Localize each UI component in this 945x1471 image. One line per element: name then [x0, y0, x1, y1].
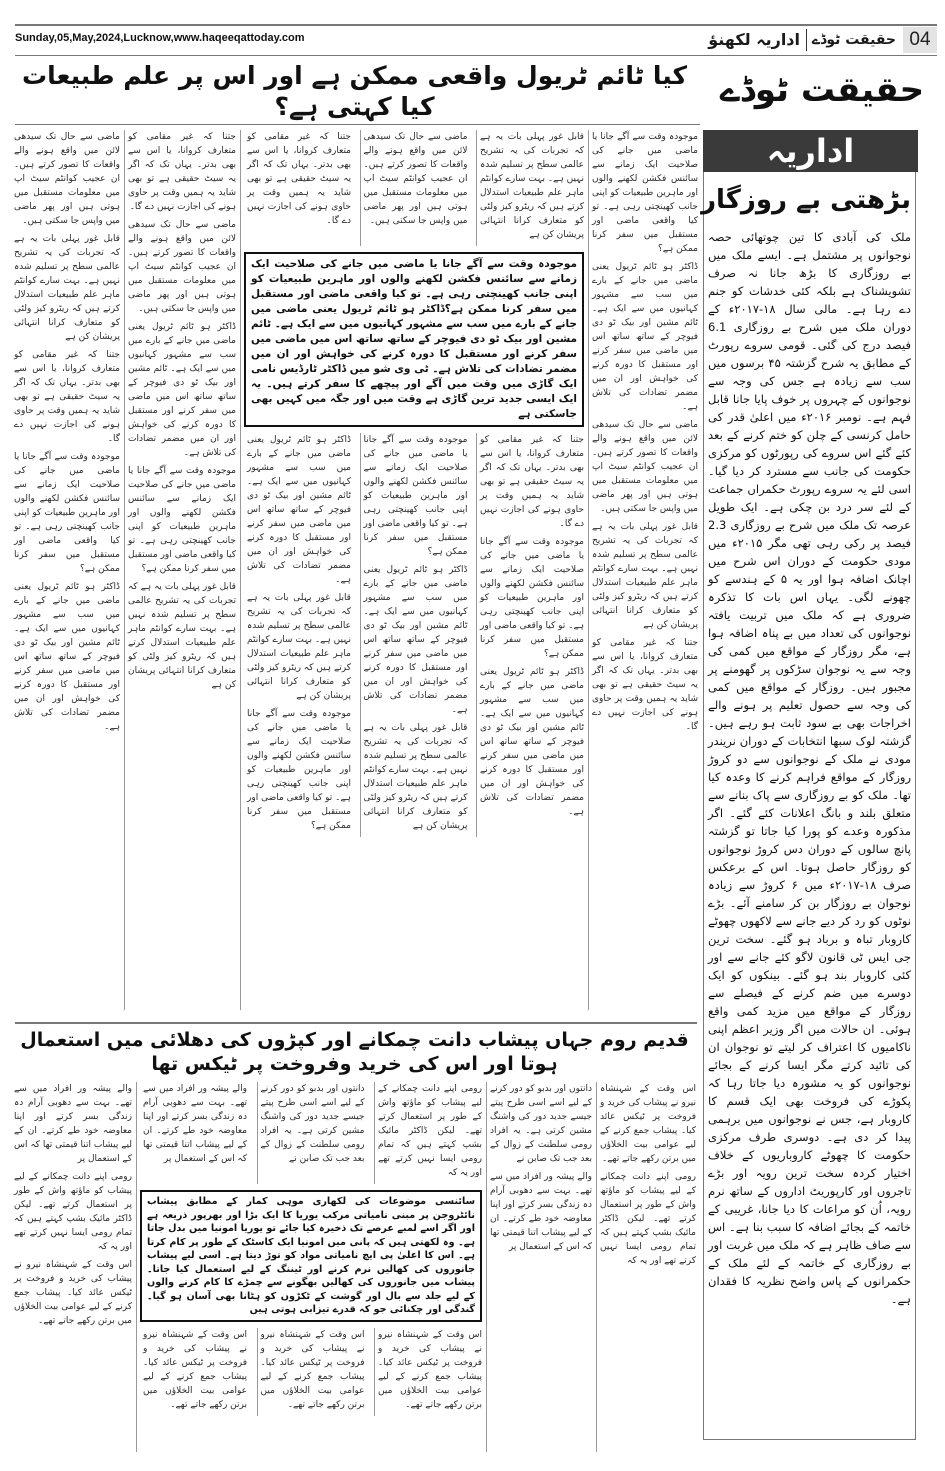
- paragraph: اس وقت کے شہنشاہ نیرو نے پیشاب کی خرید و فروخت پر ٹیکس عائد کیا۔ پیشاب جمع کرنے کے لیے عوامی بیت الخلاؤں میں برتن رکھے جاتے تھے۔: [143, 1329, 247, 1410]
- paragraph: رومی اپنے دانت چمکانے کے لیے پیشاب کو ماؤتھ واش کے طور پر استعمال کرتے تھے۔ لیکن ڈاکٹر مائیک بشپ کہتے ہیں کہ تمام رومی ایسا نہیں کرتے تھے اور یہ کہ: [600, 1172, 696, 1266]
- paragraph: ماضی سے حال تک سیدھی لائن میں واقع ہونے والے واقعات کا تصور کرتے ہیں۔ ان عجیب کوانٹم سیٹ اپ میں معلومات مستقبل میں ہوتی ہیں اور پھر ماضی میں واپس جا سکتی ہیں۔: [363, 132, 468, 226]
- article2-top-rule: [15, 1022, 697, 1024]
- article1-column: [360, 433, 468, 837]
- paragraph: اس وقت کے شہنشاہ نیرو نے پیشاب کی خرید و فروخت پر ٹیکس عائد کیا۔ پیشاب جمع کرنے کے لیے عوامی بیت الخلاؤں میں برتن رکھے جاتے تھے۔: [378, 1329, 482, 1410]
- article1-column: [244, 130, 351, 246]
- paragraph: والے پیشہ ور افراد میں سے تھے۔ بہت سے دھوبی آرام دہ زندگی بسر کرتے اور اپنا معاوضہ خود طے کرتے۔ ان کے لیے پیشاب اتنا قیمتی تھا کہ اس کے استعمال پر: [490, 1172, 592, 1252]
- article1-upper-row: [244, 130, 584, 246]
- masthead-logo: حقیقت ٹوڈے: [719, 70, 925, 110]
- paragraph: قابل غور پہلی بات یہ ہے کہ تجربات کی یہ تشریح عالمی سطح پر تسلیم شدہ نہیں ہے۔ بہت سارے کوانٹم ماہر علم طبیعیات استدلال کرتے ہیں کہ ریٹرو کیز ولٹی کو متعارف کرانا انتہائی پریشان کن ہے: [480, 132, 584, 240]
- paragraph: اس وقت کے شہنشاہ نیرو نے پیشاب کی خرید و فروخت پر ٹیکس عائد کیا۔ پیشاب جمع کرنے کے لیے عوامی بیت الخلاؤں میں برتن رکھے جاتے تھے۔: [600, 1084, 696, 1164]
- article2-column: [14, 1082, 132, 1332]
- article2-column: [374, 1328, 482, 1416]
- article1-column: [476, 433, 584, 837]
- paragraph: جتنا کہ غیر مقامی کو متعارف کروانا، یا اس سے بھی بدتر۔ یہاں تک کہ اگر یہ سیٹ حقیقی ہے تو بھی شاید یہ ہمیں وقت پر حاوی ہونے کی اجازت نہیں دے گا۔: [592, 638, 698, 732]
- paragraph: ڈاکٹر ہو ٹائم ٹریول یعنی ماضی میں جانے کے بارے میں سب سے مشہور کہانیوں میں سے ایک ہے۔ ٹائم مشین اور بیک ٹو دی فیوچر کے ساتھ ساتھ اس میں ماضی میں سفر کرنے اور مستقبل کا دورہ کرنے کی خواہش اور ان میں مضمر تضادات کی تلاش ہے۔: [14, 582, 120, 732]
- article1-column: [592, 130, 698, 738]
- paragraph: جتنا کہ غیر مقامی کو متعارف کروانا، یا اس سے بھی بدتر۔ یہاں تک کہ اگر یہ سیٹ حقیقی ہے تو بھی شاید یہ ہمیں وقت پر حاوی ہونے کی اجازت نہیں دے گا۔: [247, 132, 351, 226]
- editorial-label: اداریہ: [703, 130, 918, 172]
- paragraph: ڈاکٹر ہو ٹائم ٹریول یعنی ماضی میں جانے کے بارے میں سب سے مشہور کہانیوں میں سے ایک ہے۔ ٹائم مشین اور بیک ٹو دی فیوچر کے ساتھ ساتھ اس میں ماضی میں سفر کرنے اور مستقبل کا دورہ کرنے کی خواہش اور ان میں مضمر تضادات کی تلاش ہے۔: [247, 435, 351, 585]
- paragraph: ڈاکٹر ہو ٹائم ٹریول یعنی ماضی میں جانے کے بارے میں سب سے مشہور کہانیوں میں سے ایک ہے۔ ٹائم مشین اور بیک ٹو دی فیوچر کے ساتھ ساتھ اس میں ماضی میں سفر کرنے اور مستقبل کا دورہ کرنے کی خواہش اور ان میں مضمر تضادات کی تلاش ہے۔: [363, 565, 468, 715]
- header-rule: [15, 55, 937, 56]
- article2-middle-block: [140, 1082, 482, 1416]
- editorial-text: ملک کی آبادی کا تین چوتھائی حصہ نوجوانوں پر مشتمل ہے۔ ایسے ملک میں بے روزگاری کا بڑھ جانا نہ صرف تشویشناک ہے بلکہ کئی خدشات کو جنم دے رہا ہے۔ مالی سال ۱۸-۲۰۱۷ء کے دوران ملک میں شرح بے روزگاری 6.1 فیصد درج کی گئی۔ قومی سروے رپورٹ کے مطابق یہ شرح گزشتہ ۴۵ برسوں میں سب سے زیادہ ہے جس کی وجہ سے نوجوانوں کے چہروں پر خوف پایا جانا قابل فہم ہے۔ نومبر ۲۰۱۶ء میں اعلیٰ قدر کی حامل کرنسی کے چلن کو ختم کرنے کے بعد کئے گئے اس سروے کی رپورٹوں کو مرکزی حکومت کی جانب سے مسترد کر دیا گیا۔ اسی لئے یہ سروے رپورٹ حکمراں جماعت کے لئے سر درد بن چکی ہے۔ ایک طویل عرصہ تک ملک میں شرح بے روزگاری 2.3 فیصد پر رکی رہی تھی مگر ۲۰۱۵ء میں مودی حکومت کے دوران اس شرح میں اچانک اضافہ ہوا اور یہ ۵ کے ہندسے کو چھونے لگی۔ یہاں اس بات کا تذکرہ ضروری ہے کہ ملک میں تربیت یافتہ نوجوانوں کی تعداد میں بے پناہ اضافہ ہوا ہے، مگر روزگار کے مواقع میں کمی کی وجہ سے یہ نوجوان سڑکوں پر گھومنے پر مجبور ہیں۔ روزگار کے مواقع میں کمی کی وجہ سے حصول تعلیم پر ہونے والے اخراجات بھی بے سود ثابت ہو رہے ہیں۔ گزشتہ لوک سبھا انتخابات کے دوران نریندر مودی نے ملک کے نوجوانوں سے دو کروڑ روزگار کے مواقع فراہم کرنے کا وعدہ کیا تھا۔ ملک کو بے روزگاری سے پاک بنانے سے متعلق بلند و بانگ اعلانات کئے گئے۔ اگر مذکورہ وعدے کو پورا کیا جاتا تو گزشتہ پانچ سالوں کے دوران دس کروڑ نوجوانوں کو روزگار حاصل ہوتا۔ اس کے برعکس صرف ۱۸-۲۰۱۷ء میں ۶ کروڑ سے زیادہ نوجوان بے روزگار بن کر سامنے آئے۔ بڑے نوٹوں کو رد کر دیے جانے سے لاکھوں چھوٹے کاروبار تباہ و برباد ہو گئے۔ سخت ترین جی ایس ٹی قانون لاگو کئے جانے سے اور کئی کاروبار بند ہو گئے۔ بینکوں کو ایک دوسرے میں ضم کرنے کے فیصلے سے روزگار کے مواقع میں مزید کمی واقع ہوئی۔ ان حالات میں اگر وزیر اعظم اپنی ناکامیوں کا اعتراف کر لیتے تو نوجوان ان کی تائید کرتے مگر ایسا کرنے کے بجائے نوجوانوں کو یہ مشورہ دیا جاتا رہا کہ پکوڑے کی فروخت بھی ایک قسم کا کاروبار ہے، جس نے نوجوانوں میں برہمی پیدا کر دی ہے۔ دوسری طرف مرکزی حکومت کا چھوٹے کاروباریوں کے خلاف اختیار کردہ سخت ترین رویہ اور بڑے تاجروں اور کارپوریٹ اداروں کے ساتھ نرم رویہ، اُن کو مراعات کا دیا جانا، غریبی کے خاتمہ کے بجائے اضافہ کا سبب بنا ہے۔ اس سے صاف ظاہر ہے کہ ملک میں غربت اور بے روزگاری کے خاتمہ کے لئے ملک کے حکمرانوں کے پاس واضح نظریہ کا فقدان ہے۔: [708, 230, 912, 1306]
- column-divider: [124, 130, 125, 1010]
- article2-column: [140, 1328, 247, 1416]
- article2-column: [257, 1328, 365, 1416]
- date-line: Sunday,05,May,2024,Lucknow,www.haqeeqattoday.com: [15, 32, 305, 44]
- paragraph: رومی اپنے دانت چمکانے کے لیے پیشاب کو ماؤتھ واش کے طور پر استعمال کرتے تھے۔ لیکن ڈاکٹر مائیک بشپ کہتے ہیں کہ تمام رومی ایسا نہیں کرتے تھے اور یہ کہ: [14, 1172, 132, 1252]
- article2-column: [490, 1082, 592, 1258]
- paragraph: ڈاکٹر ہو ٹائم ٹریول یعنی ماضی میں جانے کے بارے میں سب سے مشہور کہانیوں میں سے ایک ہے۔ ٹائم مشین اور بیک ٹو دی فیوچر کے ساتھ ساتھ اس میں ماضی میں سفر کرنے اور مستقبل کا دورہ کرنے کی خواہش اور ان میں مضمر تضادات کی تلاش ہے۔: [128, 322, 236, 458]
- paragraph: قابل غور پہلی بات یہ ہے کہ تجربات کی یہ تشریح عالمی سطح پر تسلیم شدہ نہیں ہے۔ بہت سارے کوانٹم ماہر علم طبیعیات استدلال کرتے ہیں کہ ریٹرو کیز ولٹی کو متعارف کرانا انتہائی پریشان کن ہے: [128, 582, 236, 690]
- article1-lower-row: [244, 433, 584, 837]
- column-divider: [240, 130, 241, 1010]
- editorial-frame: [703, 172, 916, 1440]
- article2-column: [374, 1082, 482, 1184]
- paragraph: دانتوں اور بدبو کو دور کرنے کے لیے اسے اسی طرح پیتے جیسے جدید دور کی واشنگ مشین کرتی ہے۔ یہ افراد رومی سلطنت کے زوال کے بعد جب تک صابن نے: [260, 1084, 365, 1164]
- article2-lower-row: [140, 1328, 482, 1416]
- paragraph: موجودہ وقت سے آگے جانا یا ماضی میں جانے کی صلاحیت ایک زمانے سے سائنس فکشن لکھنے والوں اور ماہرین طبیعیات کو اپنی جانب کھینچتی رہی ہے۔ تو کیا واقعی ماضی اور مستقبل میں سفر کرنا ممکن ہے؟: [592, 132, 698, 254]
- section-title: اداریہ لکھنؤ: [708, 30, 800, 49]
- paragraph: اس وقت کے شہنشاہ نیرو نے پیشاب کی خرید و فروخت پر ٹیکس عائد کیا۔ پیشاب جمع کرنے کے لیے عوامی بیت الخلاؤں میں برتن رکھے جاتے تھے۔: [14, 1260, 132, 1326]
- article2-column: [600, 1082, 696, 1272]
- article1-column: [128, 130, 236, 696]
- newspaper-logo-small: حقیقت ٹوڈے: [811, 32, 896, 48]
- editorial-title: بڑھتی بے روزگار: [701, 185, 911, 215]
- article2-column: [257, 1082, 365, 1184]
- paragraph: قابل غور پہلی بات یہ ہے کہ تجربات کی یہ تشریح عالمی سطح پر تسلیم شدہ نہیں ہے۔ بہت سارے کوانٹم ماہر علم طبیعیات استدلال کرتے ہیں کہ ریٹرو کیز ولٹی کو متعارف کرانا انتہائی پریشان کن ہے: [592, 522, 698, 630]
- article1-column: [14, 130, 120, 738]
- paragraph: ڈاکٹر ہو ٹائم ٹریول یعنی ماضی میں جانے کے بارے میں سب سے مشہور کہانیوں میں سے ایک ہے۔ ٹائم مشین اور بیک ٹو دی فیوچر کے ساتھ ساتھ اس میں ماضی میں سفر کرنے اور مستقبل کا دورہ کرنے کی خواہش اور ان میں مضمر تضادات کی تلاش ہے۔: [592, 262, 698, 412]
- column-divider: [486, 1082, 487, 1452]
- paragraph: ماضی سے حال تک سیدھی لائن میں واقع ہونے والے واقعات کا تصور کرتے ہیں۔ ان عجیب کوانٹم سیٹ اپ میں معلومات مستقبل میں ہوتی ہیں اور پھر ماضی میں واپس جا سکتی ہیں۔: [592, 420, 698, 514]
- column-divider: [588, 130, 589, 1010]
- top-rule: [15, 24, 937, 26]
- paragraph: ماضی سے حال تک سیدھی لائن میں واقع ہونے والے واقعات کا تصور کرتے ہیں۔ ان عجیب کوانٹم سیٹ اپ میں معلومات مستقبل میں ہوتی ہیں اور پھر ماضی میں واپس جا سکتی ہیں۔: [14, 132, 120, 226]
- header-divider: [806, 29, 807, 51]
- paragraph: رومی اپنے دانت چمکانے کے لیے پیشاب کو ماؤتھ واش کے طور پر استعمال کرتے تھے۔ لیکن ڈاکٹر مائیک بشپ کہتے ہیں کہ تمام رومی ایسا نہیں کرتے تھے اور یہ کہ: [378, 1084, 482, 1178]
- paragraph: موجودہ وقت سے آگے جانا یا ماضی میں جانے کی صلاحیت ایک زمانے سے سائنس فکشن لکھنے والوں اور ماہرین طبیعیات کو اپنی جانب کھینچتی رہی ہے۔ تو کیا واقعی ماضی اور مستقبل میں سفر کرنا ممکن ہے؟: [14, 452, 120, 574]
- paragraph: موجودہ وقت سے آگے جانا یا ماضی میں جانے کی صلاحیت ایک زمانے سے سائنس فکشن لکھنے والوں اور ماہرین طبیعیات کو اپنی جانب کھینچتی رہی ہے۔ تو کیا واقعی ماضی اور مستقبل میں سفر کرنا ممکن ہے؟: [247, 709, 351, 831]
- article2-column: [140, 1082, 247, 1184]
- paragraph: ڈاکٹر ہو ٹائم ٹریول یعنی ماضی میں جانے کے بارے میں سب سے مشہور کہانیوں میں سے ایک ہے۔ ٹائم مشین اور بیک ٹو دی فیوچر کے ساتھ ساتھ اس میں ماضی میں سفر کرنے اور مستقبل کا دورہ کرنے کی خواہش اور ان میں مضمر تضادات کی تلاش ہے۔: [480, 667, 584, 817]
- paragraph: ماضی سے حال تک سیدھی لائن میں واقع ہونے والے واقعات کا تصور کرتے ہیں۔ ان عجیب کوانٹم سیٹ اپ میں معلومات مستقبل میں ہوتی ہیں اور پھر ماضی میں واپس جا سکتی ہیں۔: [128, 220, 236, 314]
- paragraph: قابل غور پہلی بات یہ ہے کہ تجربات کی یہ تشریح عالمی سطح پر تسلیم شدہ نہیں ہے۔ بہت سارے کوانٹم ماہر علم طبیعیات استدلال کرتے ہیں کہ ریٹرو کیز ولٹی کو متعارف کرانا انتہائی پریشان کن ہے: [363, 723, 468, 831]
- page-number: 04: [903, 27, 937, 53]
- article1-column: [476, 130, 584, 246]
- article1-headline: کیا ٹائم ٹریول واقعی ممکن ہے اور اس پر علم طبیعات کیا کہتی ہے؟: [21, 61, 688, 121]
- paragraph: قابل غور پہلی بات یہ ہے کہ تجربات کی یہ تشریح عالمی سطح پر تسلیم شدہ نہیں ہے۔ بہت سارے کوانٹم ماہر علم طبیعیات استدلال کرتے ہیں کہ ریٹرو کیز ولٹی کو متعارف کرانا انتہائی پریشان کن ہے: [247, 593, 351, 701]
- paragraph: موجودہ وقت سے آگے جانا یا ماضی میں جانے کی صلاحیت ایک زمانے سے سائنس فکشن لکھنے والوں اور ماہرین طبیعیات کو اپنی جانب کھینچتی رہی ہے۔ تو کیا واقعی ماضی اور مستقبل میں سفر کرنا ممکن ہے؟: [480, 537, 584, 659]
- paragraph: والے پیشہ ور افراد میں سے تھے۔ بہت سے دھوبی آرام دہ زندگی بسر کرتے اور اپنا معاوضہ خود طے کرتے۔ ان کے لیے پیشاب اتنا قیمتی تھا کہ اس کے استعمال پر: [143, 1084, 247, 1164]
- article2-upper-row: [140, 1082, 482, 1184]
- paragraph: جتنا کہ غیر مقامی کو متعارف کروانا، یا اس سے بھی بدتر۔ یہاں تک کہ اگر یہ سیٹ حقیقی ہے تو بھی شاید یہ ہمیں وقت پر حاوی ہونے کی اجازت نہیں دے گا۔: [480, 435, 584, 529]
- column-divider: [596, 1082, 597, 1452]
- article1-middle-block: [244, 130, 584, 837]
- paragraph: جتنا کہ غیر مقامی کو متعارف کروانا، یا اس سے بھی بدتر۔ یہاں تک کہ اگر یہ سیٹ حقیقی ہے تو بھی شاید یہ ہمیں وقت پر حاوی ہونے کی اجازت نہیں دے گا۔: [14, 350, 120, 444]
- paragraph: موجودہ وقت سے آگے جانا یا ماضی میں جانے کی صلاحیت ایک زمانے سے سائنس فکشن لکھنے والوں اور ماہرین طبیعیات کو اپنی جانب کھینچتی رہی ہے۔ تو کیا واقعی ماضی اور مستقبل میں سفر کرنا ممکن ہے؟: [128, 466, 236, 574]
- paragraph: جتنا کہ غیر مقامی کو متعارف کروانا، یا اس سے بھی بدتر۔ یہاں تک کہ اگر یہ سیٹ حقیقی ہے تو بھی شاید یہ ہمیں وقت پر حاوی ہونے کی اجازت نہیں دے گا۔: [128, 132, 236, 212]
- column-divider: [136, 1082, 137, 1452]
- paragraph: والے پیشہ ور افراد میں سے تھے۔ بہت سے دھوبی آرام دہ زندگی بسر کرتے اور اپنا معاوضہ خود طے کرتے۔ ان کے لیے پیشاب اتنا قیمتی تھا کہ اس کے استعمال پر: [14, 1084, 132, 1164]
- paragraph: اس وقت کے شہنشاہ نیرو نے پیشاب کی خرید و فروخت پر ٹیکس عائد کیا۔ پیشاب جمع کرنے کے لیے عوامی بیت الخلاؤں میں برتن رکھے جاتے تھے۔: [260, 1329, 365, 1410]
- article1-pull-quote: موجودہ وقت سے آگے جانا یا ماضی میں جانے کی صلاحیت ایک زمانے سے سائنس فکشن لکھنے والوں اور ماہرین طبیعیات کو اپنی جانب کھینچتی رہی ہے۔ تو کیا واقعی ماضی اور مستقبل میں سفر کرنا ممکن ہے؟ڈاکٹر ہو ٹائم ٹریول یعنی ماضی میں جانے کے بارے میں سب سے مشہور کہانیوں میں سے ایک ہے۔ ٹائم مشین اور بیک ٹو دی فیوچر کے ساتھ ساتھ اس میں ماضی میں سفر کرنے اور مستقبل کا دورہ کرنے کی خواہش اور ان میں مضمر تضادات کی تلاش ہے۔ ٹی وی شو میں ڈاکٹر ٹارڈیس نامی ایک گاڑی میں وقت میں آگے اور پیچھے کا سفر کرتے ہیں۔ یہ ایک ایسی جدید ترین گاڑی ہے وقت میں اور جگہ میں کہیں بھی جاسکتی ہے: [244, 252, 584, 427]
- paragraph: دانتوں اور بدبو کو دور کرنے کے لیے اسے اسی طرح پیتے جیسے جدید دور کی واشنگ مشین کرتی ہے۔ یہ افراد رومی سلطنت کے زوال کے بعد جب تک صابن نے: [490, 1084, 592, 1164]
- article2-pull-quote: سائنسی موضوعات کی لکھاری موہی کمار کے مطابق پیشاب نائٹروجن پر مبنی نامیاتی مرکب یوریا کا ایک بڑا اور بھرپور ذریعہ ہے اور اگر اسے لمبے عرصے تک ذخیرہ کیا جائے تو یوریا امونیا میں بدل جاتا ہے۔ وہ لکھتی ہیں کہ پانی میں امونیا ایک کاسٹک کے طور پر کام کرتا ہے۔ اس کا اعلیٰ پی ایچ نامیاتی مواد کو توڑ دیتا ہے۔ اسی لیے پیشاب جانوروں کی کھالیں نرم کرنے اور ٹیننگ کے لیے استعمال کیا جاتا۔ پیشاب میں جانوروں کی کھالیں بھگونے سے چمڑے کا کام کرنے والوں کے لیے جلد سے بال اور گوشت کے ٹکڑوں کو ہٹانا بھی آسان ہو گیا۔ گندگی اور چکنائی جو کہ قدرے تیزابی ہوتی ہیں: [140, 1190, 482, 1322]
- headline-rule: [15, 124, 700, 125]
- paragraph: موجودہ وقت سے آگے جانا یا ماضی میں جانے کی صلاحیت ایک زمانے سے سائنس فکشن لکھنے والوں اور ماہرین طبیعیات کو اپنی جانب کھینچتی رہی ہے۔ تو کیا واقعی ماضی اور مستقبل میں سفر کرنا ممکن ہے؟: [363, 435, 468, 557]
- article1-column: [360, 130, 468, 246]
- article2-headline: قدیم روم جہاں پیشاب دانت چمکانے اور کپڑوں کی دھلائی میں استعمال ہوتا اور اس کی خرید وفروخت پر ٹیکس تھا: [20, 1029, 689, 1075]
- paragraph: قابل غور پہلی بات یہ ہے کہ تجربات کی یہ تشریح عالمی سطح پر تسلیم شدہ نہیں ہے۔ بہت سارے کوانٹم ماہر علم طبیعیات استدلال کرتے ہیں کہ ریٹرو کیز ولٹی کو متعارف کرانا انتہائی پریشان کن ہے: [14, 234, 120, 342]
- article1-column: [244, 433, 351, 837]
